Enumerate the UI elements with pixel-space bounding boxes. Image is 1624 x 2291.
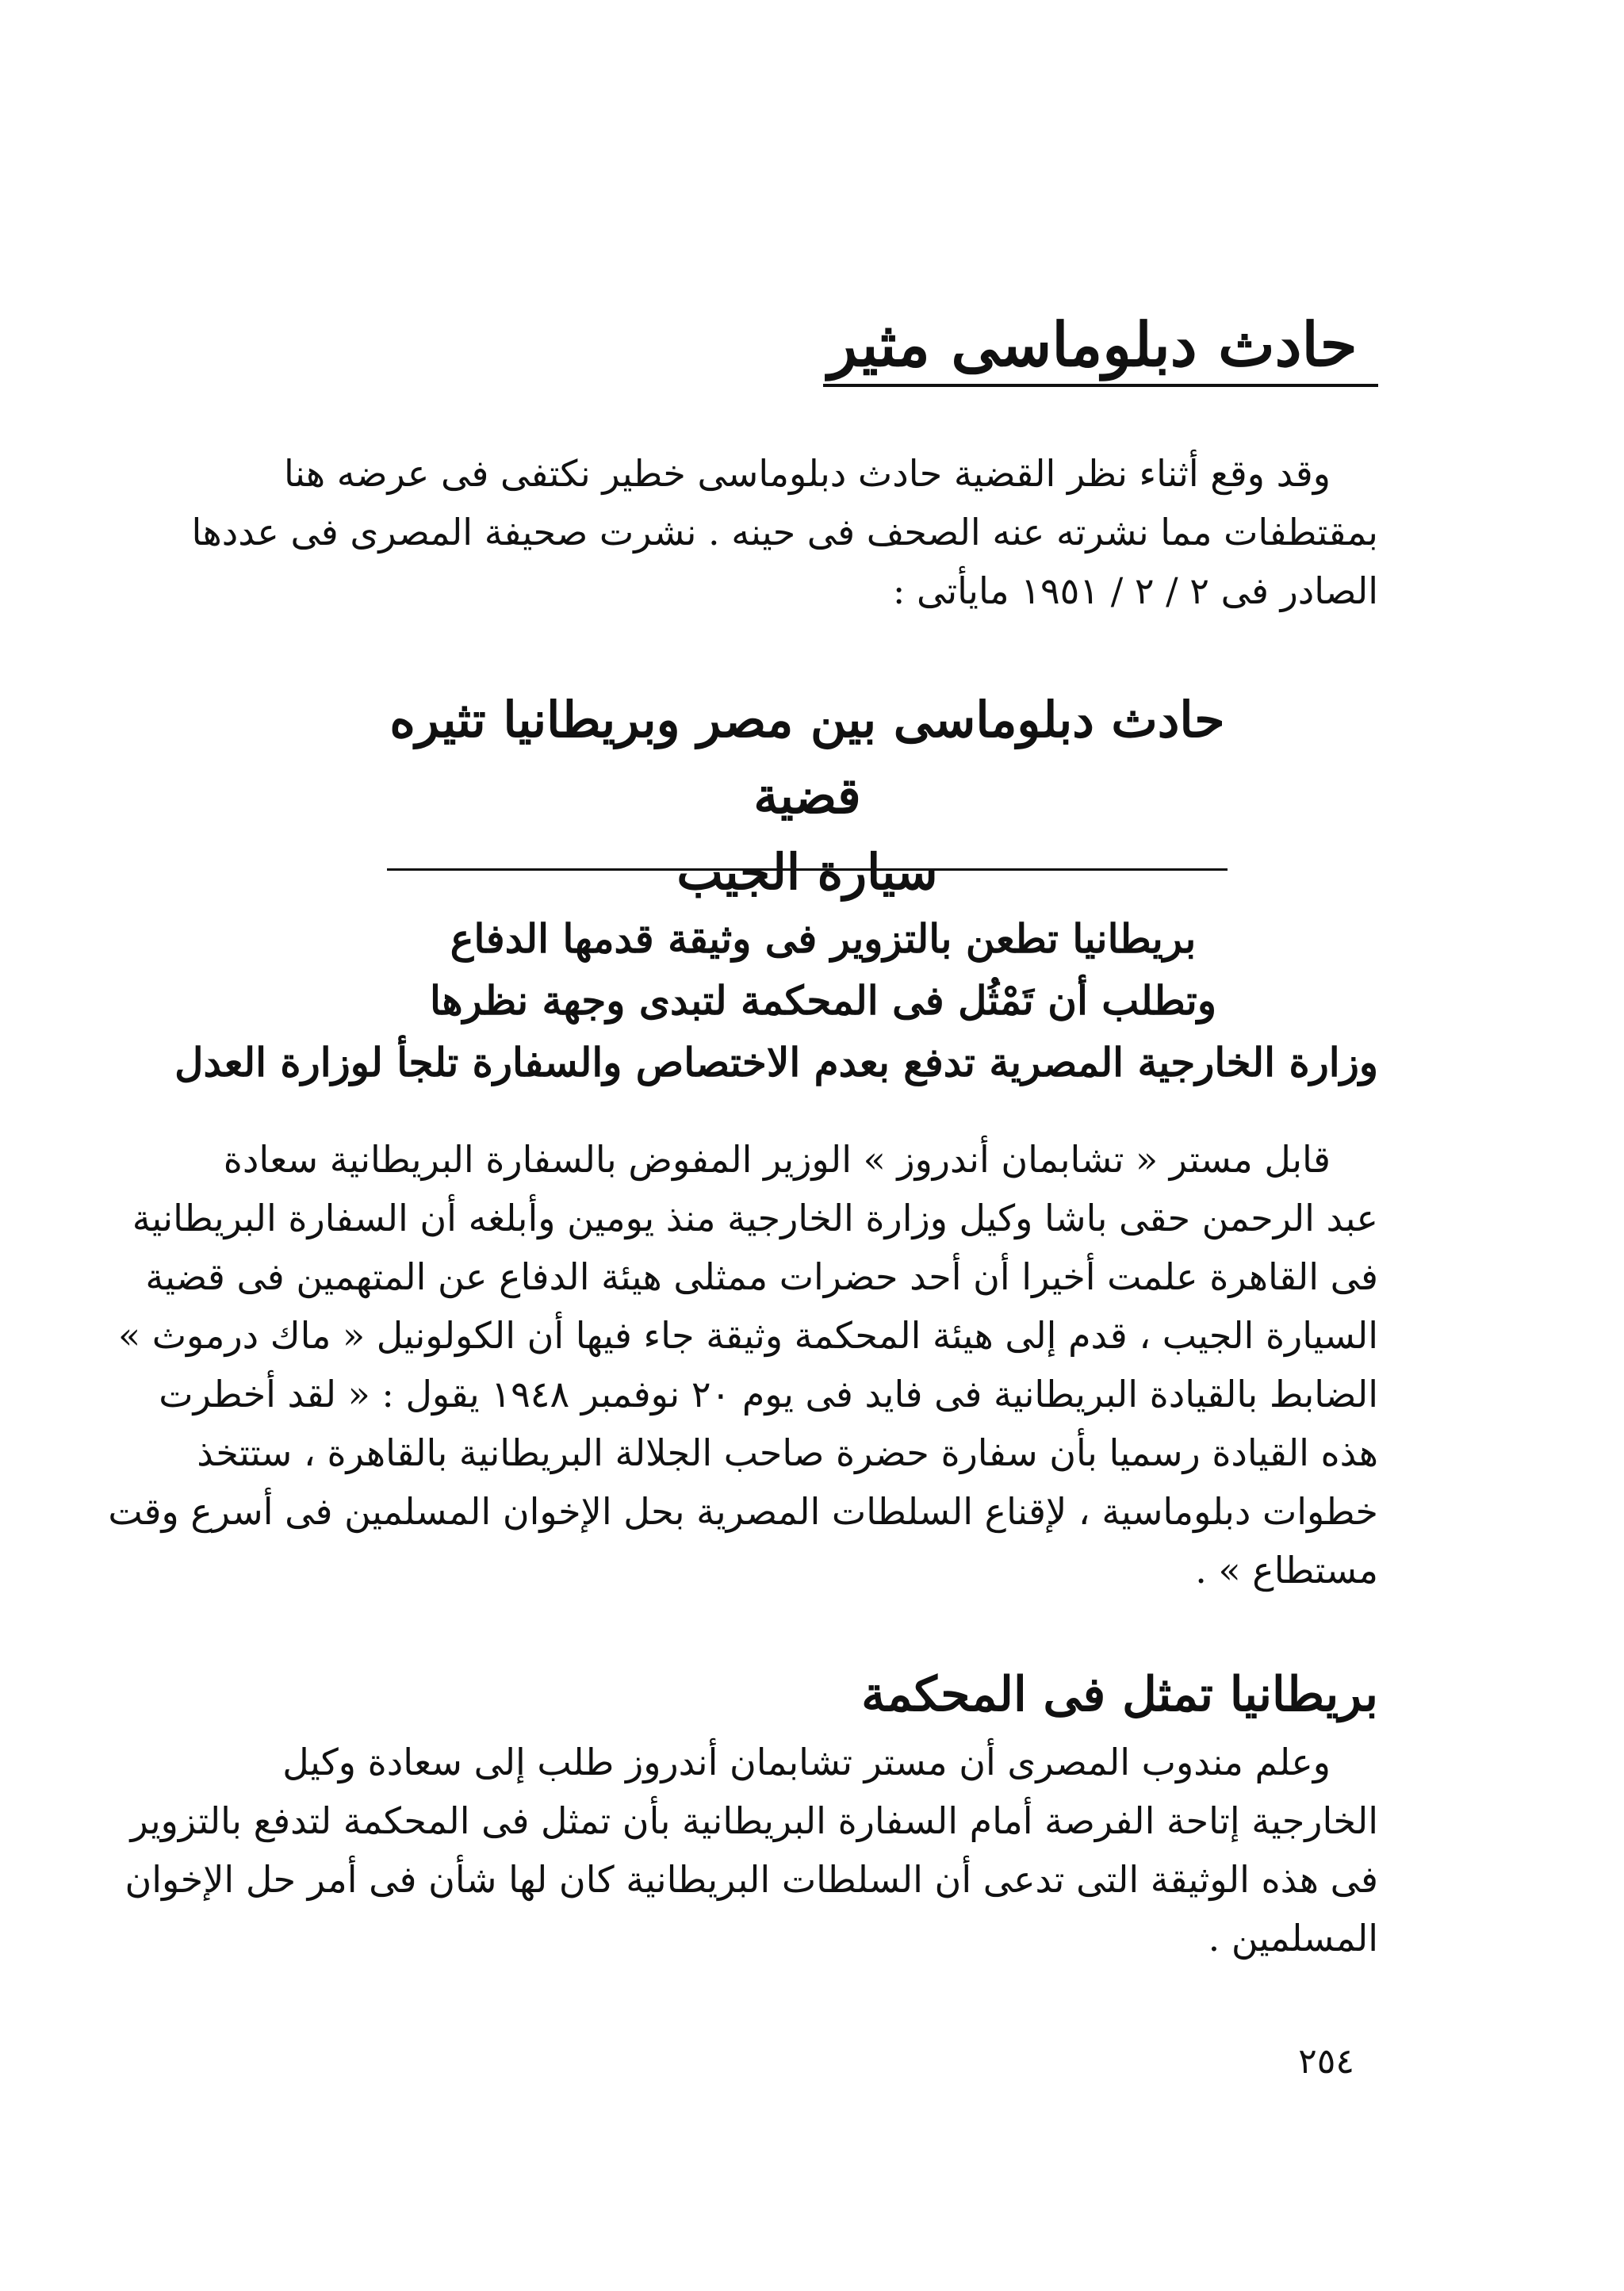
final-line: وعلم مندوب المصرى أن مستر تشابمان أندروز طلب إلى سعادة وكيل — [282, 1741, 1331, 1783]
final-line: المسلمين . — [1208, 1917, 1378, 1960]
final-paragraph — [124, 1733, 1378, 1967]
body-line: خطوات دبلوماسية ، لإقناع السلطات المصرية بحل الإخوان المسلمين فى أسرع وقت — [108, 1490, 1378, 1533]
body-line: السيارة الجيب ، قدم إلى هيئة المحكمة وثيقة جاء فيها أن الكولونيل « ماك درموث » — [117, 1314, 1378, 1357]
body-line: هذه القيادة رسميا بأن سفارة حضرة صاحب الجلالة البريطانية بالقاهرة ، ستتخذ — [197, 1431, 1378, 1474]
section-heading: بريطانيا تمثل فى المحكمة — [861, 1667, 1378, 1722]
news-subheadlines — [174, 908, 1378, 1094]
news-headline — [371, 682, 1243, 910]
subheadline-line: وزارة الخارجية المصرية تدفع بعدم الاختصاص والسفارة تلجأ لوزارة العدل — [174, 1039, 1378, 1086]
body-line: قابل مستر « تشابمان أندروز » الوزير المفوض بالسفارة البريطانية سعادة — [223, 1138, 1331, 1181]
chapter-title-underline — [823, 384, 1378, 387]
body-paragraph — [108, 1130, 1378, 1599]
headline-line: سيارة الجيب — [676, 843, 938, 901]
headline-divider — [387, 868, 1228, 871]
subheadline-line: بريطانيا تطعن بالتزوير فى وثيقة قدمها الدفاع — [450, 915, 1197, 962]
subheadline-line: وتطلب أن تَمْثُل فى المحكمة لتبدى وجهة نظرها — [430, 977, 1216, 1024]
intro-line: وقد وقع أثناء نظر القضية حادث دبلوماسى خطير نكتفى فى عرضه هنا — [284, 452, 1331, 495]
page-number: ٢٥٤ — [1298, 2041, 1354, 2082]
body-line: فى القاهرة علمت أخيرا أن أحد حضرات ممثلى هيئة الدفاع عن المتهمين فى قضية — [145, 1255, 1378, 1298]
intro-line: الصادر فى ٢ / ٢ / ١٩٥١ مايأتى : — [892, 569, 1378, 612]
headline-line: حادث دبلوماسى بين مصر وبريطانيا تثيره قضية — [389, 691, 1225, 825]
body-line: مستطاع » . — [1195, 1549, 1378, 1592]
body-line: الضابط بالقيادة البريطانية فى فايد فى يوم ٢٠ نوفمبر ١٩٤٨ يقول : « لقد أخطرت — [159, 1373, 1378, 1416]
chapter-title: حادث دبلوماسى مثير — [828, 309, 1358, 380]
intro-paragraph — [191, 444, 1378, 620]
intro-line: بمقتطفات مما نشرته عنه الصحف فى حينه . نشرت صحيفة المصرى فى عددها — [191, 511, 1378, 554]
final-line: فى هذه الوثيقة التى تدعى أن السلطات البريطانية كان لها شأن فى أمر حل الإخوان — [124, 1858, 1378, 1901]
body-line: عبد الرحمن حقى باشا وكيل وزارة الخارجية منذ يومين وأبلغه أن السفارة البريطانية — [132, 1197, 1378, 1239]
final-line: الخارجية إتاحة الفرصة أمام السفارة البريطانية بأن تمثل فى المحكمة لتدفع بالتزوير — [130, 1799, 1378, 1842]
